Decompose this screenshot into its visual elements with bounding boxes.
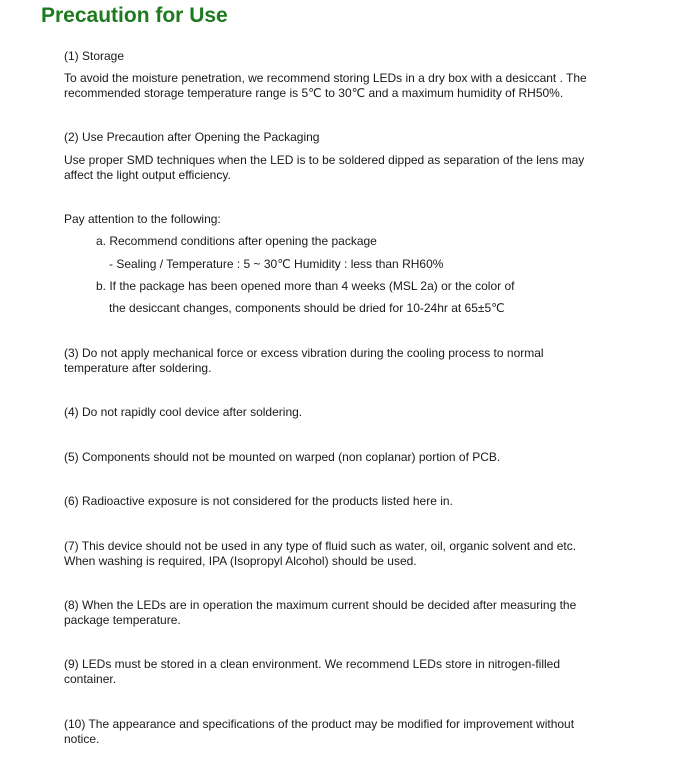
storage-text-line-2: recommended storage temperature range is 5℃ to 30℃ and a maximum humidity of RH50%. <box>64 86 564 100</box>
item-3-line-1: (3) Do not apply mechanical force or excess vibration during the cooling process to normal <box>64 346 544 360</box>
item-7-line-2: When washing is required, IPA (Isopropyl Alcohol) should be used. <box>64 554 417 568</box>
item-8-line-2: package temperature. <box>64 613 181 627</box>
storage-text-line-1: To avoid the moisture penetration, we recommend storing LEDs in a dry box with a desiccant . The <box>64 71 587 85</box>
attention-item-b-line-2: the desiccant changes, components should be dried for 10-24hr at 65±5℃ <box>109 301 505 315</box>
item-4: (4) Do not rapidly cool device after soldering. <box>64 405 303 419</box>
opening-text-line-1: Use proper SMD techniques when the LED is to be soldered dipped as separation of the lens may <box>64 153 585 167</box>
item-5: (5) Components should not be mounted on warped (non coplanar) portion of PCB. <box>64 450 501 464</box>
item-10-line-2: notice. <box>64 732 100 746</box>
attention-heading: Pay attention to the following: <box>64 212 221 226</box>
item-6: (6) Radioactive exposure is not considered for the products listed here in. <box>64 494 453 508</box>
item-10-line-1: (10) The appearance and specifications of the product may be modified for improvement without <box>64 717 575 731</box>
item-8-line-1: (8) When the LEDs are in operation the maximum current should be decided after measuring the <box>64 598 577 612</box>
attention-item-b-line-1: b. If the package has been opened more than 4 weeks (MSL 2a) or the color of <box>96 279 515 293</box>
storage-heading: (1) Storage <box>64 49 125 63</box>
item-3-line-2: temperature after soldering. <box>64 361 212 375</box>
page-title: Precaution for Use <box>41 4 228 27</box>
attention-item-a-detail: - Sealing / Temperature : 5 ~ 30℃ Humidity : less than RH60% <box>109 257 444 271</box>
item-7-line-1: (7) This device should not be used in any type of fluid such as water, oil, organic solvent and etc. <box>64 539 577 553</box>
item-9-line-2: container. <box>64 672 117 686</box>
attention-item-a: a. Recommend conditions after opening the package <box>96 234 377 248</box>
opening-text-line-2: affect the light output efficiency. <box>64 168 231 182</box>
item-9-line-1: (9) LEDs must be stored in a clean environment. We recommend LEDs store in nitrogen-filled <box>64 657 561 671</box>
opening-heading: (2) Use Precaution after Opening the Packaging <box>64 130 320 144</box>
